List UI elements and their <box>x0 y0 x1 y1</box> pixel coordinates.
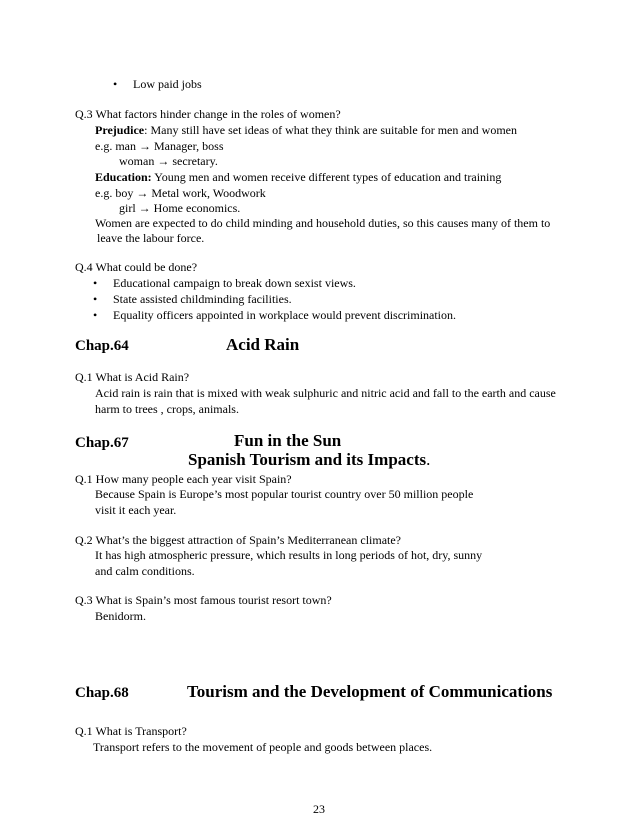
bullet-text: Equality officers appointed in workplace would prevent discrimination. <box>113 308 457 322</box>
education-text: Young men and women receive different types of education and training <box>151 170 502 184</box>
bullet-dot: • <box>93 308 98 322</box>
example-line: woman → secretary. <box>119 154 218 168</box>
chapter-title: Acid Rain <box>226 335 300 354</box>
answer-line: leave the labour force. <box>97 231 205 245</box>
answer-line: harm to trees , crops, animals. <box>95 402 239 416</box>
answer-line: Transport refers to the movement of people and goods between places. <box>93 740 433 754</box>
answer-line: Women are expected to do child minding and household duties, so this causes many of them to <box>95 216 551 230</box>
education-line <box>95 170 501 184</box>
chapter-subtitle-text: Spanish Tourism and its Impacts <box>188 450 427 469</box>
chapter-number: Chap.68 <box>75 685 129 701</box>
question: Q.1 What is Transport? <box>75 724 187 738</box>
answer-line: Acid rain is rain that is mixed with weak sulphuric and nitric acid and fall to the earth and cause <box>95 386 556 400</box>
example-line: girl → Home economics. <box>119 201 241 215</box>
answer-line: Benidorm. <box>95 609 146 623</box>
question: Q.3 What factors hinder change in the roles of women? <box>75 107 341 121</box>
question: Q.1 What is Acid Rain? <box>75 370 190 384</box>
question: Q.3 What is Spain’s most famous tourist resort town? <box>75 593 332 607</box>
chapter-number: Chap.64 <box>75 338 129 354</box>
answer-line: visit it each year. <box>95 503 177 517</box>
education-label: Education: <box>95 170 152 184</box>
prejudice-text: : Many still have set ideas of what they think are suitable for men and women <box>144 123 518 137</box>
bullet-dot: • <box>93 276 98 290</box>
example-line: e.g. man → Manager, boss <box>95 139 224 153</box>
chapter-title: Fun in the Sun <box>234 431 342 450</box>
chapter-subtitle-end: . <box>426 450 431 469</box>
prejudice-line <box>95 123 517 137</box>
bullet-dot: • <box>93 292 98 306</box>
chapter-number: Chap.67 <box>75 435 129 451</box>
bullet-dot: • <box>113 77 118 91</box>
question: Q.4 What could be done? <box>75 260 198 274</box>
chapter-title: Tourism and the Development of Communications <box>187 682 553 701</box>
bullet-text: Low paid jobs <box>133 77 202 91</box>
bullet-text: Educational campaign to break down sexist views. <box>113 276 356 290</box>
answer-line: Because Spain is Europe’s most popular tourist country over 50 million people <box>95 487 474 501</box>
page-number: 23 <box>313 802 325 816</box>
prejudice-label: Prejudice <box>95 123 145 137</box>
question: Q.1 How many people each year visit Spain? <box>75 472 292 486</box>
example-line: e.g. boy → Metal work, Woodwork <box>95 186 266 200</box>
answer-line: and calm conditions. <box>95 564 195 578</box>
answer-line: It has high atmospheric pressure, which results in long periods of hot, dry, sunny <box>95 548 483 562</box>
question: Q.2 What’s the biggest attraction of Spain’s Mediterranean climate? <box>75 533 402 547</box>
chapter-subtitle <box>188 450 430 470</box>
bullet-text: State assisted childminding facilities. <box>113 292 292 306</box>
